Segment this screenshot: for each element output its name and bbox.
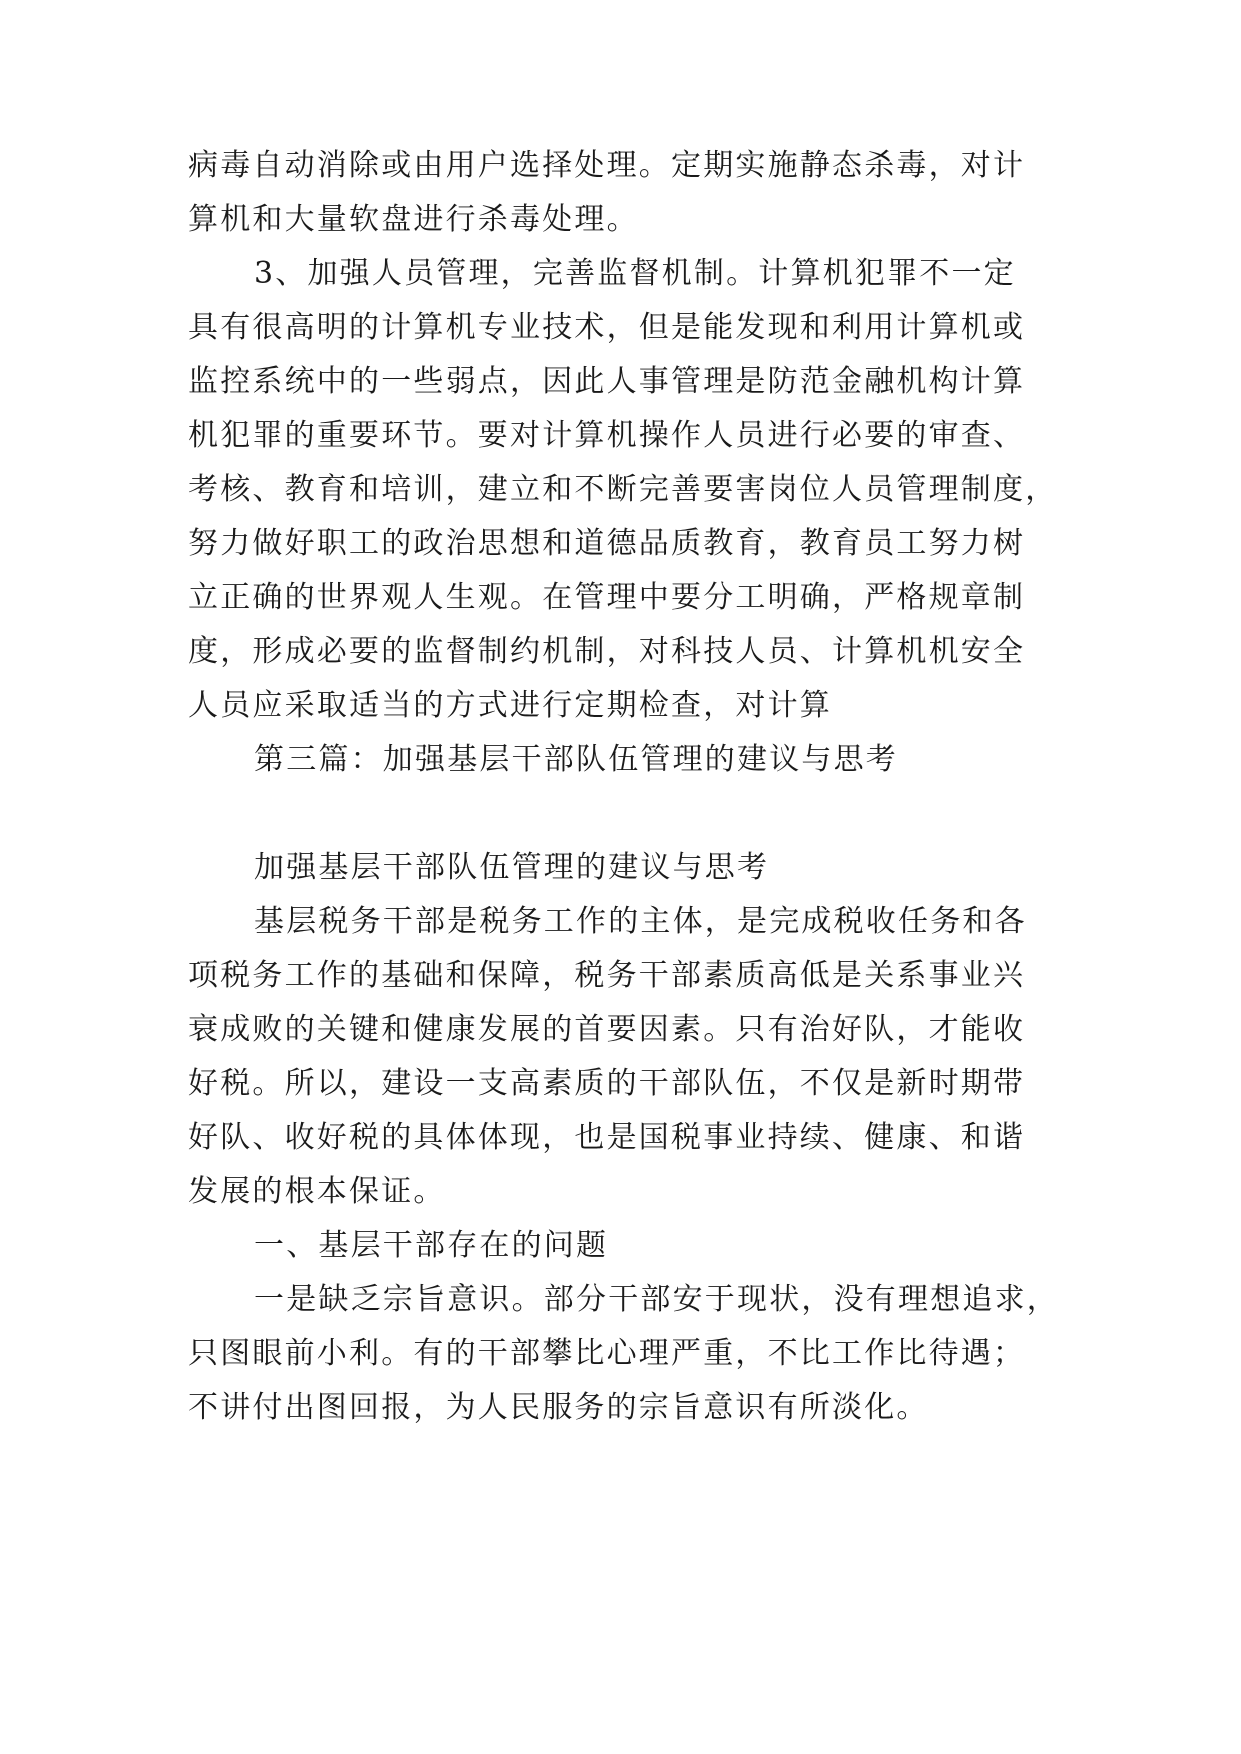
section-heading: 第三篇：加强基层干部队伍管理的建议与思考	[254, 742, 898, 777]
paragraph-first-line: 一是缺乏宗旨意识。部分干部安于现状，没有理想追求，	[254, 1282, 1059, 1317]
subsection-heading: 一、基层干部存在的问题	[254, 1228, 609, 1263]
text-line: 病毒自动消除或由用户选择处理。定期实施静态杀毒，对计	[188, 148, 1026, 183]
text-line: 监控系统中的一些弱点，因此人事管理是防范金融机构计算	[188, 364, 1026, 399]
text-line: 只图眼前小利。有的干部攀比心理严重，不比工作比待遇；	[188, 1336, 1026, 1371]
text-line: 具有很高明的计算机专业技术，但是能发现和利用计算机或	[188, 310, 1026, 345]
text-line: 立正确的世界观人生观。在管理中要分工明确，严格规章制	[188, 580, 1026, 615]
paragraph-first-line: 3、加强人员管理，完善监督机制。计算机犯罪不一定	[254, 256, 1016, 291]
text-line: 不讲付出图回报，为人民服务的宗旨意识有所淡化。	[188, 1390, 929, 1425]
text-line: 算机和大量软盘进行杀毒处理。	[188, 202, 639, 237]
text-line: 项税务工作的基础和保障，税务干部素质高低是关系事业兴	[188, 958, 1026, 993]
text-line: 机犯罪的重要环节。要对计算机操作人员进行必要的审查、	[188, 418, 1026, 453]
article-title: 加强基层干部队伍管理的建议与思考	[254, 850, 770, 885]
paragraph-first-line: 基层税务干部是税务工作的主体，是完成税收任务和各	[254, 904, 1027, 939]
text-line: 努力做好职工的政治思想和道德品质教育，教育员工努力树	[188, 526, 1026, 561]
text-line: 好税。所以，建设一支高素质的干部队伍，不仅是新时期带	[188, 1066, 1026, 1101]
text-line: 人员应采取适当的方式进行定期检查，对计算	[188, 688, 832, 723]
text-line: 衰成败的关键和健康发展的首要因素。只有治好队，才能收	[188, 1012, 1026, 1047]
text-line: 度，形成必要的监督制约机制，对科技人员、计算机机安全	[188, 634, 1026, 669]
text-line: 发展的根本保证。	[188, 1174, 446, 1209]
text-line: 好队、收好税的具体体现，也是国税事业持续、健康、和谐	[188, 1120, 1026, 1155]
text-line: 考核、教育和培训，建立和不断完善要害岗位人员管理制度，	[188, 472, 1058, 507]
